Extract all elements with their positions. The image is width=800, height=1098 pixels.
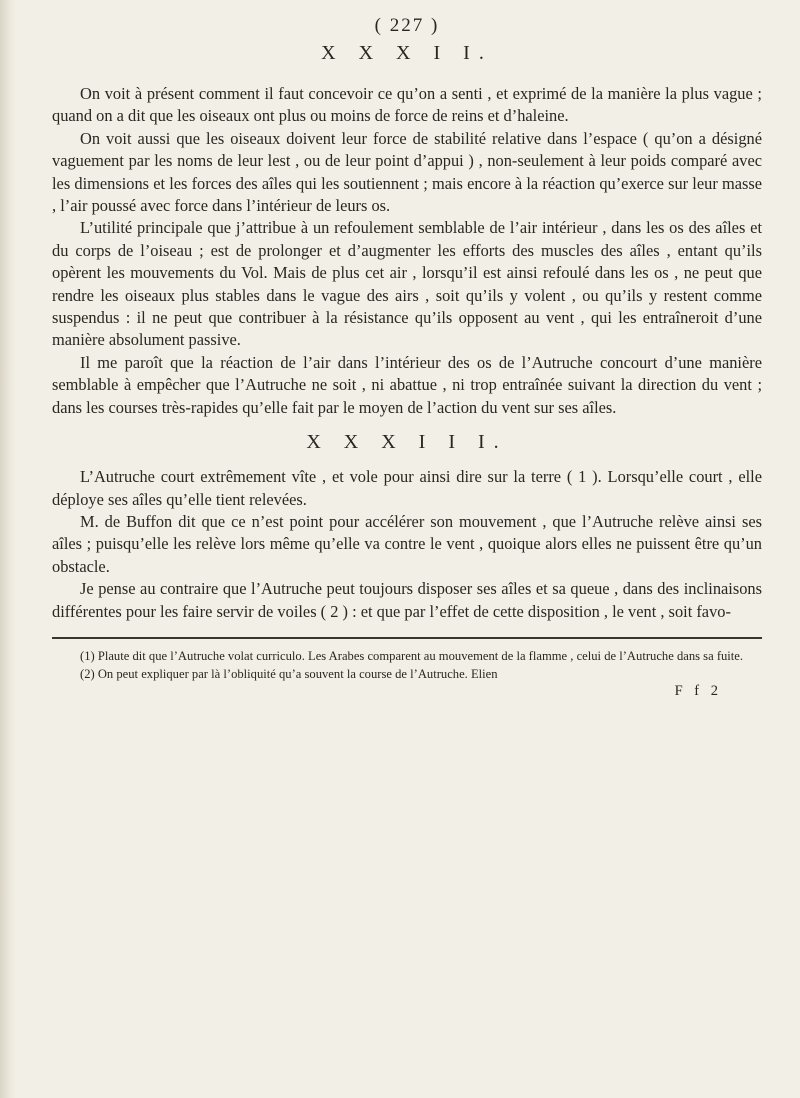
paragraph: On voit à présent comment il faut concevoir ce qu’on a senti , et exprimé de la manière la plus vague ; quand on a dit que les oiseaux ont plus ou moins de force de reins et d’haleine.	[52, 84, 762, 126]
paragraph: L’Autruche court extrêmement vîte , et vole pour ainsi dire sur la terre ( 1 ). Lorsqu’elle court , elle déploye ses aîles qu’elle tient relevées.	[52, 467, 762, 509]
footnote: (1) Plaute dit que l’Autruche volat curriculo. Les Arabes comparent au mouvement de la flamme , celui de l’Autruche dans sa fuite.	[80, 648, 744, 663]
paragraph: Il me paroît que la réaction de l’air dans l’intérieur des os de l’Autruche concourt d’une manière semblable à empêcher que l’Autruche ne soit , ni abattue , ni trop entraînée suivant la direction du vent ; dans les courses très-rapides qu’elle fait par le moyen de l’action du vent sur ses aîles.	[52, 352, 762, 417]
paragraph: M. de Buffon dit que ce n’est point pour accélérer son mouvement , que l’Autruche relève ainsi ses aîles ; puisqu’elle les relève lors même qu’elle va contre le vent , quoique alors elles ne puissent être qu’un obstacle.	[52, 511, 762, 576]
section-heading-xxxii: X X X I I.	[321, 42, 493, 64]
signature-mark: F f 2	[674, 682, 722, 699]
book-page	[52, 14, 762, 700]
page-number: ( 227 )	[374, 15, 440, 36]
paragraph: Je pense au contraire que l’Autruche peut toujours disposer ses aîles et sa queue , dans des inclinaisons différentes pour les faire servir de voiles ( 2 ) : et que par l’effet de cette disposition , le vent , soit favo-	[52, 579, 762, 621]
paragraph: On voit aussi que les oiseaux doivent leur force de stabilité relative dans l’espace ( qu’on a désigné vaguement par les noms de leur lest , ou de leur point d’appui ) , non-seulement à leur poids comparé avec les dimensions et les forces des aîles qui les soutiennent ; mais encore à la réaction qu’exerce sur leur masse , l’air poussé avec force dans l’intérieur de leurs os.	[52, 128, 762, 216]
footnote: (2) On peut expliquer par là l’obliquité qu’a souvent la course de l’Autruche. Elien	[80, 666, 498, 681]
paragraph: L’utilité principale que j’attribue à un refoulement semblable de l’air intérieur , dans les os des aîles et du corps de l’oiseau ; est de prolonger et d’augmenter les efforts des muscles des aîles , entant qu’ils opèrent les mouvements du Vol. Mais de plus cet air , lorsqu’il est ainsi refoulé dans les os , ne peut que rendre les oiseaux plus stables dans le vague des airs , soit qu’ils y volent , ou qu’ils y restent comme suspendus : il ne peut que contribuer à la résistance qu’ils opposent au vent , qui les entraîneroit d’une manière absolument passive.	[52, 218, 762, 350]
footnote-divider	[52, 637, 762, 639]
section-heading-xxxiii: X X X I I I.	[306, 431, 508, 454]
book-spine-shadow	[0, 0, 16, 1098]
